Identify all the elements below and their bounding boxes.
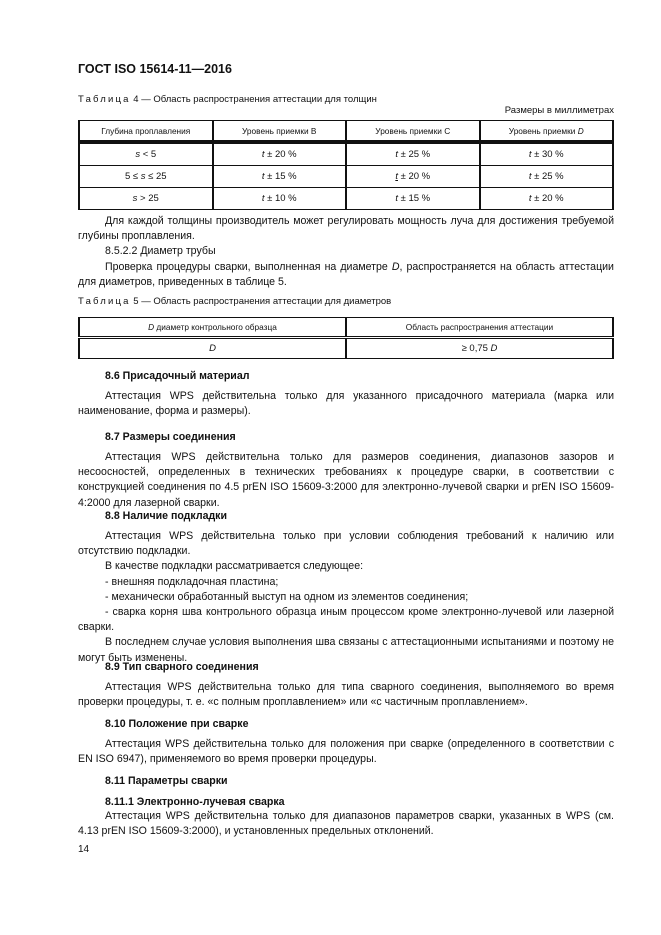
- col-header: Глубина проплавления: [79, 121, 213, 143]
- col-header: D диаметр контрольного образца: [79, 318, 346, 338]
- table-row: [79, 142, 613, 166]
- paragraph: В последнем случае условия выполнения шва связаны с аттестационными испытаниями и поэтому не могут быть изменены.: [78, 636, 614, 664]
- cell: s < 5: [79, 142, 213, 166]
- paragraph: Аттестация WPS действительна только для диапазонов параметров сварки, указанных в WPS (см. 4.13 prEN ISO 15609-3:2000), и установленных предельных отклонений.: [78, 810, 614, 838]
- section-8-10-body: [78, 737, 614, 767]
- list-item: - сварка корня шва контрольного образца иным процессом кроме электронно-лучевой или лазерной сварки.: [78, 606, 614, 634]
- col-header: Уровень приемки D: [480, 121, 614, 143]
- section-8-9-body: [78, 680, 614, 710]
- col-header: Уровень приемки B: [213, 121, 347, 143]
- paragraph: Аттестация WPS действительна только при условии соблюдения требований к наличию или отсутствию подкладки.: [78, 530, 614, 558]
- section-8-11-1-body: [78, 809, 614, 839]
- list-item: - внешняя подкладочная пластина;: [105, 575, 279, 588]
- section-heading-8-8: 8.8 Наличие подкладки: [105, 510, 227, 522]
- table4: [78, 120, 614, 210]
- cell: D: [79, 338, 346, 359]
- section-heading-8-7: 8.7 Размеры соединения: [105, 431, 236, 443]
- page-number: 14: [78, 844, 90, 855]
- paragraph: Для каждой толщины производитель может регулировать мощность луча для достижения требуемой глубины проплавления.: [78, 215, 614, 243]
- cell: t ± 25 %: [346, 142, 480, 166]
- paragraph: Аттестация WPS действительна только для положения при сварке (определенного в соответствии с EN ISO 6947), применяемого во время проверки процедуры.: [78, 738, 614, 766]
- table-row: [79, 166, 613, 188]
- cell: t ± 15 %: [346, 188, 480, 210]
- section-heading-8-11-1: 8.11.1 Электронно-лучевая сварка: [105, 796, 285, 808]
- paragraph: Аттестация WPS действительна только для размеров соединения, диапазонов зазоров и несоосностей, определенных в технических требованиях к процедуре сварки, в соответствии с конструкцией соединения по 4.5 prEN ISO 15609-3:2000 для электронно-лучевой сварки и prEN ISO 15609-4:2000 для лазерной сварки.: [78, 451, 614, 509]
- table-row: [79, 338, 613, 359]
- cell: t ± 15 %: [213, 166, 347, 188]
- cell: t ± 20 %: [213, 142, 347, 166]
- section-heading-8-10: 8.10 Положение при сварке: [105, 718, 249, 730]
- section-heading-8-9: 8.9 Тип сварного соединения: [105, 661, 259, 673]
- document-header: ГОСТ ISO 15614-11—2016: [78, 62, 232, 76]
- table5-caption: Таблица 5 — Область распространения аттестации для диаметров: [78, 296, 392, 307]
- section-8-6-body: [78, 389, 614, 419]
- paragraph: Аттестация WPS действительна только для типа сварного соединения, выполняемого во время проверки процедуры, т. е. «с полным проплавлением» или «с частичным проплавлением».: [78, 681, 614, 709]
- paragraph-block-1: [78, 214, 614, 290]
- table4-caption: Таблица 4 — Область распространения аттестации для толщин: [78, 94, 377, 105]
- table5: [78, 317, 614, 359]
- paragraph: В качестве подкладки рассматривается следующее:: [105, 560, 364, 573]
- section-8-8-body: [78, 529, 614, 666]
- subsection-heading: 8.5.2.2 Диаметр трубы: [105, 245, 216, 258]
- section-8-7-body: [78, 450, 614, 511]
- cell: t ± 20 %: [346, 166, 480, 188]
- table4-units: Размеры в миллиметрах: [504, 105, 614, 116]
- paragraph: Аттестация WPS действительна только для указанного присадочного материала (марка или наименование, форма и размеры).: [78, 390, 614, 418]
- cell: t ± 10 %: [213, 188, 347, 210]
- paragraph: Проверка процедуры сварки, выполненная на диаметре D, распространяется на область аттестации для диаметров, приведенных в таблице 5.: [78, 260, 614, 288]
- table-row: [79, 188, 613, 210]
- col-header: Уровень приемки C: [346, 121, 480, 143]
- col-header: Область распространения аттестации: [346, 318, 613, 338]
- section-heading-8-6: 8.6 Присадочный материал: [105, 370, 250, 382]
- table-header-row: [79, 318, 613, 338]
- cell: ≥ 0,75 D: [346, 338, 613, 359]
- list-item: - механически обработанный выступ на одном из элементов соединения;: [105, 590, 469, 603]
- cell: t ± 20 %: [480, 188, 614, 210]
- table-header-row: [79, 121, 613, 143]
- cell: s > 25: [79, 188, 213, 210]
- cell: t ± 25 %: [480, 166, 614, 188]
- section-heading-8-11: 8.11 Параметры сварки: [105, 775, 228, 787]
- cell: 5 ≤ s ≤ 25: [79, 166, 213, 188]
- cell: t ± 30 %: [480, 142, 614, 166]
